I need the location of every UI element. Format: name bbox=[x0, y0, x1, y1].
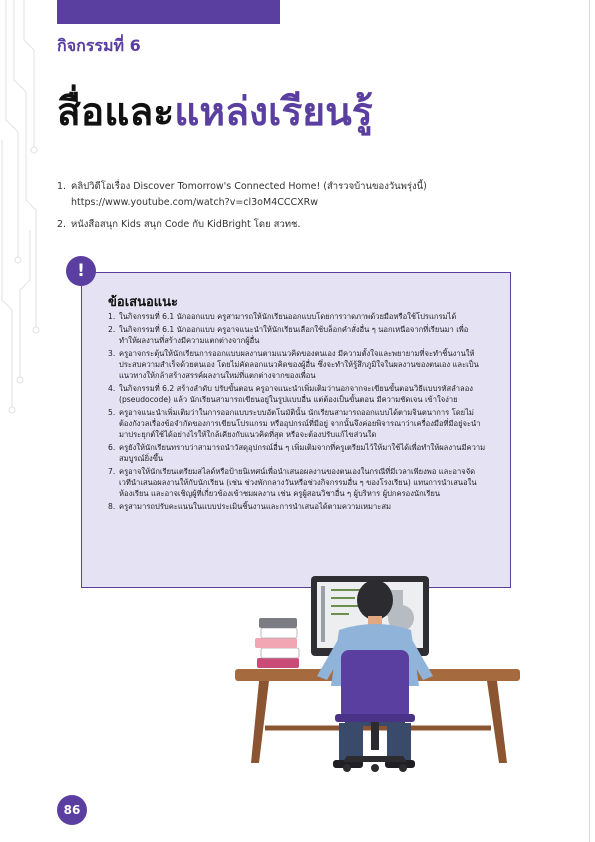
suggestion-text: ในกิจกรรมที่ 6.2 สร้างลำดับ ปรับขั้นตอน ครูอาจแนะนำเพิ่มเติมว่านอกจากจะเขียนขั้นตอนวิธีแบบรหัสลำลอง (pseudocode) แล้ว นักเรียนสามารถเขียนอยู่ในรูปแบบอื่น แต่ต้องเป็นขั้นตอน มีความชัดเจน เข้าใจง่าย bbox=[119, 383, 473, 404]
suggestion-item bbox=[108, 407, 486, 441]
suggestion-item bbox=[108, 348, 486, 382]
suggestion-item bbox=[108, 442, 486, 464]
title-part-1: สื่อและ bbox=[57, 90, 175, 135]
suggestion-text: ครูอาจกระตุ้นให้นักเรียนการออกแบบผลงานตามแนวคิดของตนเอง มีความตั้งใจและพยายามที่จะทำชิ้นงานให้ประสบความสำเร็จด้วยตนเอง โดยไม่คัดลอกแนวคิดของผู้อื่น ซึ่งจะทำให้รู้สึกภูมิใจในผลงานของตนเอง และเป็นแนวทางให้กล้าสร้างสรรค์ผลงานใหม่ที่แตกต่างจากของเพื่อน bbox=[119, 348, 479, 381]
suggestion-text: ครูอาจให้นักเรียนเตรียมสไลด์หรือป้ายนิเทศน์เพื่อนำเสนอผลงานของตนเองในกรณีที่มีเวลาเพียงพอ และอาจจัดเวทีนำเสนอผลงานให้กับนักเรียน (เช่น ช่วงพักกลางวันหรือช่วงกิจกรรมอื่น ๆ ของโรงเรียน) แทนการนำเสนอในห้องเรียน และอาจเชิญผู้ที่เกี่ยวข้องเข้าชมผลงาน เช่น ครูผู้สอนวิชาอื่น ๆ ผู้บริหาร ผู้ปกครองนักเรียน bbox=[119, 466, 477, 499]
suggestion-number: 6. bbox=[108, 442, 116, 452]
reference-text: คลิปวิดีโอเรื่อง Discover Tomorrow's Connected Home! (สำรวจบ้านของวันพรุ่งนี้) bbox=[71, 181, 427, 192]
suggestion-text: ครูสามารถปรับคะแนนในแบบประเมินชิ้นงานและการนำเสนอได้ตามความเหมาะสม bbox=[119, 501, 392, 511]
suggestion-number: 1. bbox=[108, 312, 116, 321]
suggestion-text: ในกิจกรรมที่ 6.1 นักออกแบบ ครูสามารถให้นักเรียนออกแบบโดยการวาดภาพด้วยมือหรือใช้โปรแกรมได้ bbox=[119, 312, 457, 321]
page-edge-rule bbox=[589, 0, 590, 842]
suggestions-title: ข้อเสนอแนะ bbox=[108, 295, 179, 310]
reference-url[interactable]: https://www.youtube.com/watch?v=cl3oM4CCCXRw bbox=[71, 197, 319, 208]
title-part-2: แหล่งเรียนรู้ bbox=[174, 90, 373, 135]
suggestion-item bbox=[108, 311, 486, 322]
suggestions-list bbox=[108, 311, 486, 513]
suggestion-text: ครูยังให้นักเรียนทราบว่าสามารถนำวัสดุอุปกรณ์อื่น ๆ เพิ่มเติมจากที่ครูเตรียมไว้ให้มาใช้ได้เพื่อทำให้ผลงานมีความสมบูรณ์ยิ่งขึ้น bbox=[119, 442, 486, 463]
reference-text: หนังสือสนุก Kids สนุก Code กับ KidBright โดย สวทช. bbox=[71, 219, 301, 230]
suggestion-text: ในกิจกรรมที่ 6.1 นักออกแบบ ครูอาจแนะนำให้นักเรียนเลือกใช้บล็อกคำสั่งอื่น ๆ นอกเหนือจากที่เรียนมา เพื่อทำให้ผลงานที่สร้างมีความแตกต่างจากผู้อื่น bbox=[119, 324, 469, 345]
reference-number: 2. bbox=[57, 219, 67, 230]
activity-label: กิจกรรมที่ 6 bbox=[57, 36, 141, 55]
reference-number: 1. bbox=[57, 181, 67, 192]
suggestion-item bbox=[108, 383, 486, 405]
student-at-computer-illustration bbox=[235, 568, 520, 778]
reference-item bbox=[57, 179, 562, 211]
suggestion-number: 8. bbox=[108, 501, 116, 511]
suggestion-number: 7. bbox=[108, 466, 116, 476]
page-number: 86 bbox=[57, 795, 87, 825]
suggestion-item bbox=[108, 466, 486, 500]
suggestions-box bbox=[81, 272, 511, 588]
suggestion-item bbox=[108, 501, 486, 512]
suggestion-text: ครูอาจแนะนำเพิ่มเติมว่าในการออกแบบระบบอัตโนมัตินั้น นักเรียนสามารถออกแบบได้ตามจินตนาการ โดยไม่ต้องกังวลเรื่องข้อจำกัดของการเขียนโปรแกรม หรืออุปกรณ์ที่มีอยู่ จากนั้นจึงค่อยพิจารณาว่าเครื่องมือที่มีอยู่จะนำมาประยุกต์ใช้ได้อย่างไรให้ใกล้เคียงกับแนวคิดที่สุด หรือจะต้องปรับแก้ไขส่วนใด bbox=[119, 407, 481, 440]
reference-list bbox=[57, 179, 562, 239]
exclamation-icon: ! bbox=[66, 256, 96, 286]
reference-body bbox=[71, 179, 427, 211]
circuit-decoration bbox=[0, 0, 60, 420]
suggestion-number: 3. bbox=[108, 348, 116, 358]
top-accent-bar bbox=[57, 0, 280, 24]
reference-item bbox=[57, 217, 562, 233]
book-stack bbox=[255, 618, 299, 668]
suggestion-number: 2. bbox=[108, 324, 116, 334]
suggestion-number: 5. bbox=[108, 407, 116, 417]
suggestion-number: 4. bbox=[108, 383, 116, 393]
suggestion-item bbox=[108, 324, 486, 346]
page-title bbox=[57, 88, 373, 138]
